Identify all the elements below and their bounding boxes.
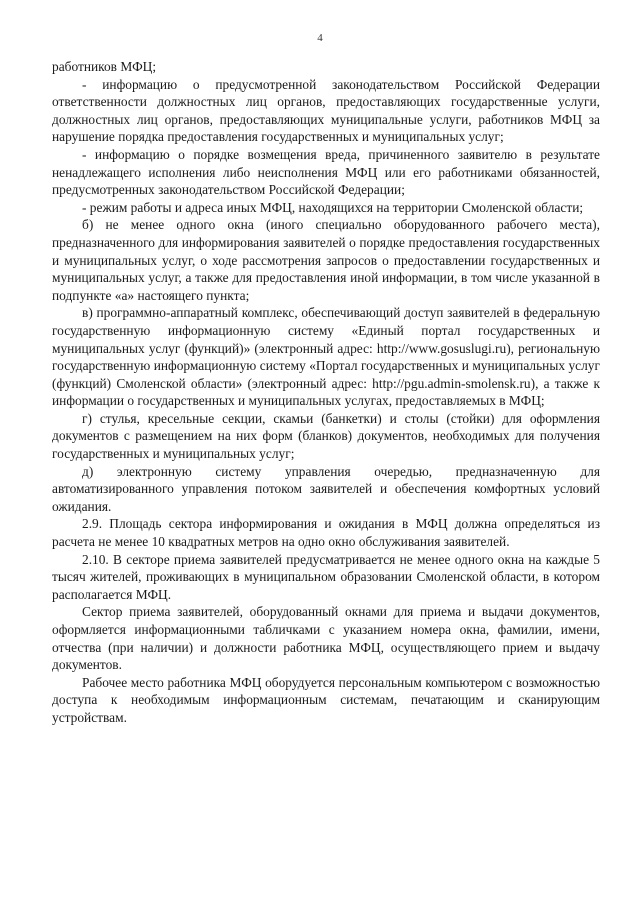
paragraph: в) программно-аппаратный комплекс, обеспечивающий доступ заявителей в федеральную государственную информационную систему «Единый портал государственных и муниципальных услуг (функций)» (электронный адрес: http://www.gosuslugi.ru), региональную государственную информационную систему «Портал государственных и муниципальных услуг (функций) Смоленской области» (электронный адрес: http://pgu.admin-smolensk.ru), а также к информации о государственных и муниципальных услугах, предоставляемых в МФЦ; (52, 305, 600, 409)
paragraph: д) электронную систему управления очередью, предназначенную для автоматизированного управления потоком заявителей и обеспечения комфортных условий ожидания. (52, 463, 600, 514)
paragraph: г) стулья, кресельные секции, скамьи (банкетки) и столы (стойки) для оформления документов с размещением на них форм (бланков) документов, необходимых для получения государственных и муниципальных услуг; (52, 410, 600, 462)
paragraph: работников МФЦ; (52, 59, 157, 74)
paragraph: Рабочее место работника МФЦ оборудуется персональным компьютером с возможностью доступа к необходимым информационным системам, печатающим и сканирующим устройствам. (52, 674, 600, 725)
paragraph: - режим работы и адреса иных МФЦ, находящихся на территории Смоленской области; (82, 199, 584, 215)
paragraph: 2.9. Площадь сектора информирования и ожидания в МФЦ должна определяться из расчета не менее 10 квадратных метров на одно окно обслуживания заявителей. (52, 516, 600, 550)
paragraph: б) не менее одного окна (иного специально оборудованного рабочего места), предназначенного для информирования заявителей о порядке предоставления государственных и муниципальных услуг, о ходе рассмотрения запросов о предоставлении государственных и муниципальных услуг, а также для предоставления иной информации, в том числе указанной в подпункте «а» настоящего пункта; (52, 217, 600, 303)
paragraph: - информацию о предусмотренной законодательством Российской Федерации ответственности должностных лиц органов, предоставляющих государственные услуги, должностных лиц органов, предоставляющих муниципальные услуги, работников МФЦ за нарушение порядка предоставления государственных и муниципальных услуг; (52, 76, 600, 145)
paragraph: Сектор приема заявителей, оборудованный окнами для приема и выдачи документов, оформляется информационными табличками с указанием номера окна, фамилии, имени, отчества (при наличии) и должности работника МФЦ, осуществляющего прием и выдачу документов. (52, 604, 600, 673)
paragraph: 2.10. В секторе приема заявителей предусматривается не менее одного окна на каждые 5 тысяч жителей, проживающих в муниципальном образовании Смоленской области, в котором располагается МФЦ. (52, 551, 600, 602)
page-number: 4 (317, 32, 323, 44)
document-body (52, 58, 600, 727)
paragraph: - информацию о порядке возмещения вреда, причиненного заявителю в результате ненадлежащего исполнения либо неисполнения МФЦ или его работниками обязанностей, предусмотренных законодательством Российской Федерации; (52, 146, 600, 198)
